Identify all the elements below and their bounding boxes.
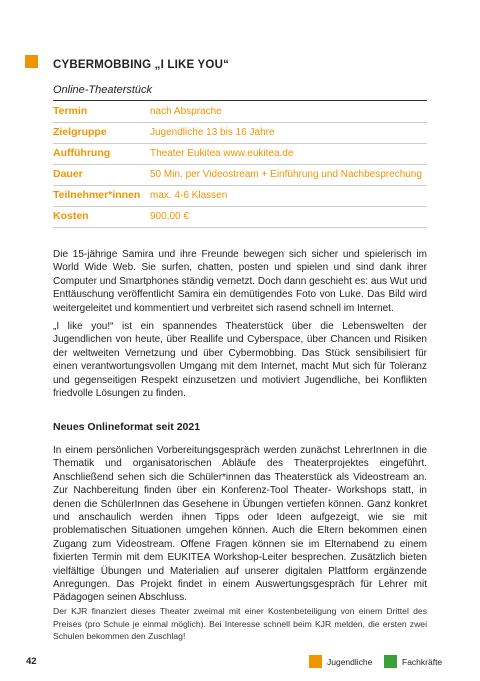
info-row-teilnehmer [53,186,427,207]
legend-item-jugendliche [309,655,372,668]
orange-swatch-icon [309,655,322,668]
info-label: Kosten [53,210,89,222]
page-subtitle: Online-Theaterstück [53,84,153,96]
section-heading: Neues Onlineformat seit 2021 [53,421,201,433]
info-value: Jugendliche 13 bis 16 Jahre [150,127,275,138]
orange-square-marker [25,55,38,68]
info-row-dauer [53,165,427,186]
info-label: Dauer [53,168,83,180]
funding-note: Der KJR finanziert dieses Theater zweimal mit einer Kostenbeteiligung von einem Drittel des Preises (pro Schule je einmal möglich). Bei Interesse schnell beim KJR melden, die ersten zwei Schulen bekommen den Zuschlag! [53,606,427,642]
paragraph-format: In einem persönlichen Vorbereitungsgespräch werden zunächst LehrerInnen in die Thematik und organisatorischen Abläufe des Theaterprojektes eingeführt. Anschließend sehen sich die Schüler*innen das Theaterstück als Videostream an. Zur Nachbereitung finden über ein Konferenz-Tool Theater- Workshops statt, in denen die SchülerInnen das Gesehene in Übungen vertiefen können. Ganz konkret und anschaulich werden ihnen Tipps oder Ideen aufgezeigt, wie sie mit problematischen Situationen umgehen können. Auch die Eltern bekommen einen Zugang zum Videostream. Offene Fragen können sie im Elternabend zu einem fixierten Termin mit dem EUKITEA Workshop-Leiter besprechen. Zusätzlich bieten vielfältige Übungen und Materialien auf unserer digitalen Plattform ergänzende Anregungen. Das Projekt findet in einem Auswertungsgespräch für Lehrer mit Pädagogen seinen Abschluss. [53,445,427,604]
legend-item-fachkraefte [384,655,442,668]
info-label: Aufführung [53,147,111,159]
green-swatch-icon [384,655,397,668]
legend-label: Fachkräfte [402,656,443,667]
subtitle-divider [53,100,427,101]
info-value: nach Absprache [150,106,222,117]
page-title: CYBERMOBBING „I LIKE YOU“ [53,59,230,71]
info-label: Termin [53,105,88,117]
info-label: Teilnehmer*innen [53,189,141,201]
paragraph-story: Die 15-jährige Samira und ihre Freunde bewegen sich sicher und spielerisch im World Wide Web. Sie surfen, chatten, posten und spielen und sind dank ihrer Computer und Smartphones ständig vernetzt. Doch dann geschieht es: aus Wut und Enttäuschung veröffentlicht Samira ein demütigendes Foto von Luke. Das Bild wird weitergeleitet und kommentiert und verbreitet sich rasend schnell im Internet. [53,249,427,314]
info-value: 900,00 € [150,211,189,222]
page-number: 42 [26,656,37,667]
info-row-zielgruppe [53,123,427,144]
info-row-termin [53,102,427,123]
info-table [53,102,427,228]
legend-label: Jugendliche [327,656,373,667]
info-value: max. 4-6 Klassen [150,190,228,201]
info-row-auffuehrung [53,144,427,165]
paragraph-description: „I like you!“ ist ein spannendes Theaterstück über die Lebenswelten der Jugendlichen von heute, über Reallife und Cyberspace, über Chancen und Risiken der weltweiten Vernetzung und über Cybermobbing. Das Stück sensibilisiert für einen verantwortungsvollen Umgang mit dem Internet, macht Mut sich für Toleranz und gegenseitigen Respekt einzusetzen und motiviert Jugendliche, bei Konflikten friedvolle Lösungen zu finden. [53,321,427,400]
info-row-kosten [53,207,427,228]
info-value: Theater Eukitea www.eukitea.de [150,148,294,159]
info-value: 50 Min. per Videostream + Einführung und Nachbesprechung [150,169,422,180]
info-label: Zielgruppe [53,126,107,138]
